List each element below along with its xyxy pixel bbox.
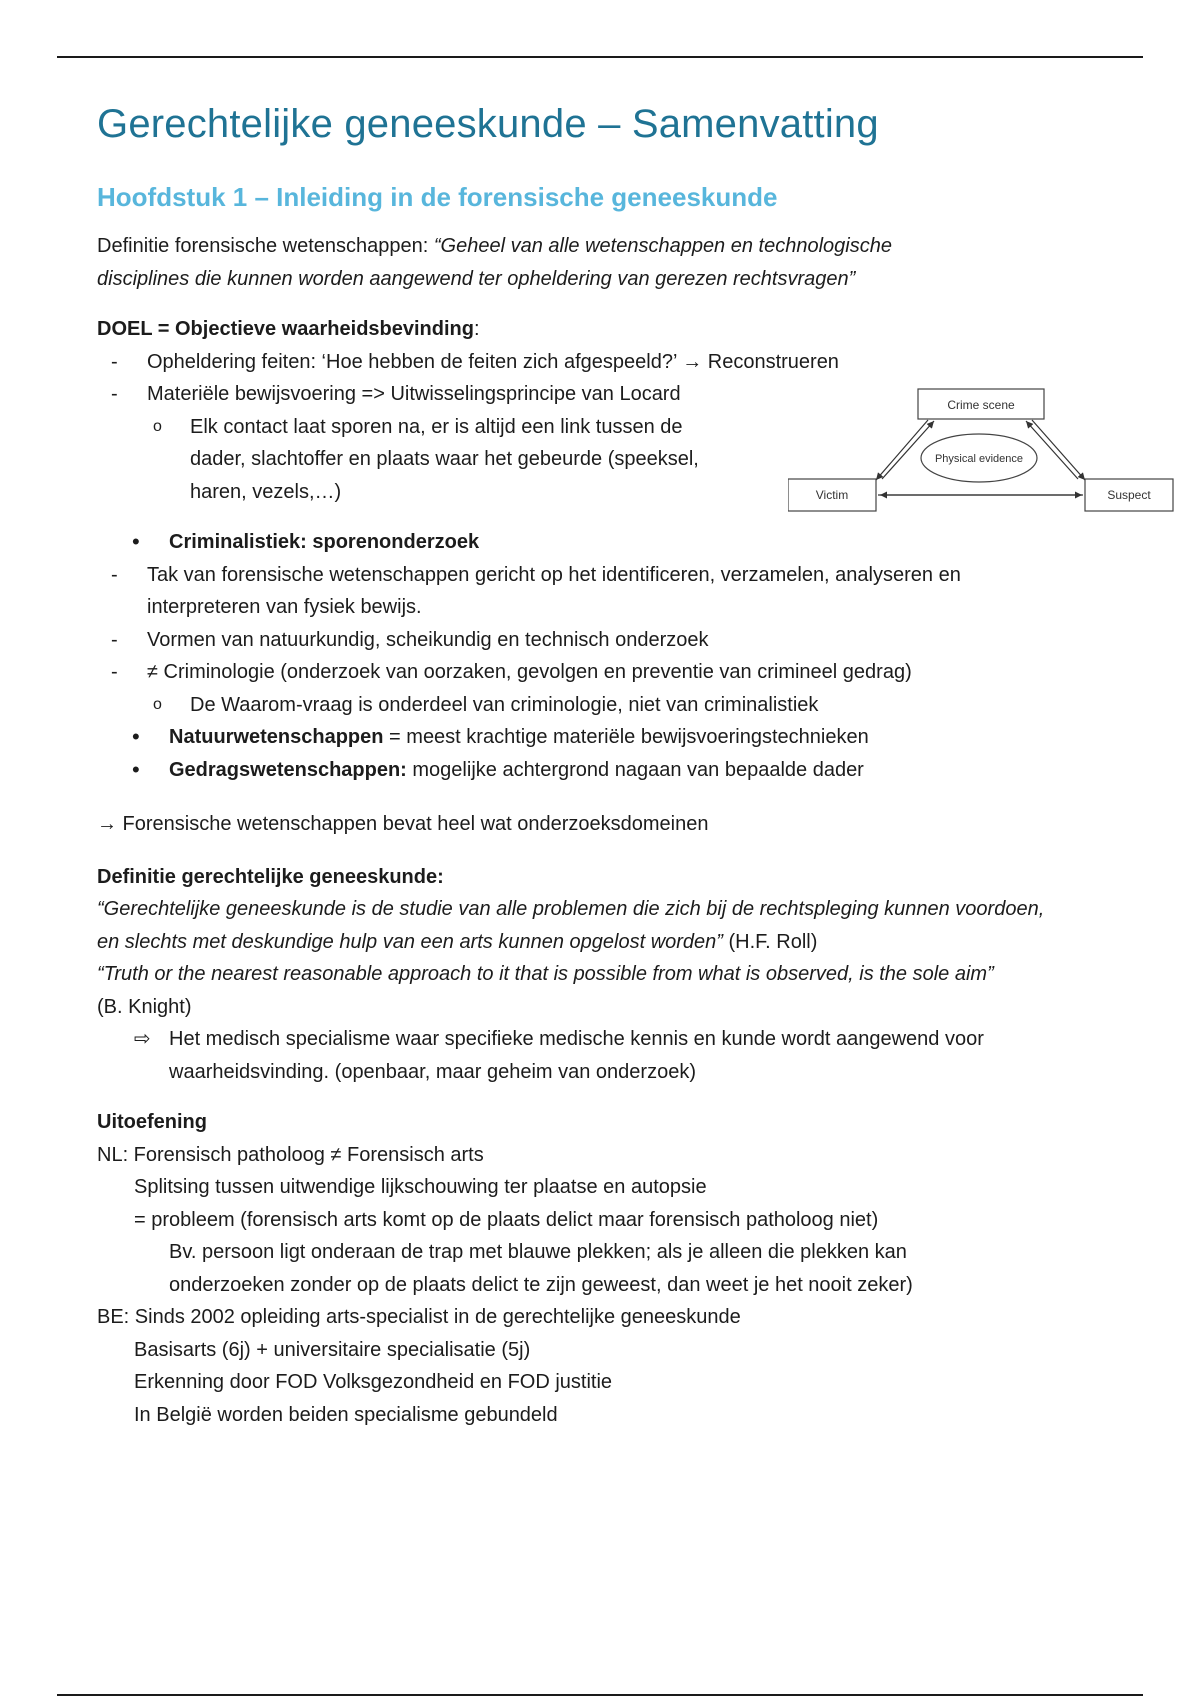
top-rule (57, 56, 1143, 58)
doel-heading: DOEL = Objectieve waarheidsbevinding: (97, 318, 480, 340)
doel-label: DOEL = Objectieve waarheidsbevinding (97, 318, 474, 340)
bullet-item: • Criminalistiek: sporenonderzoek (132, 529, 480, 554)
uitoefening-be-1: Basisarts (6j) + universitaire specialisatie (5j) (134, 1338, 531, 1361)
definition-forensic (97, 230, 957, 295)
uitoefening-be: BE: Sinds 2002 opleiding arts-specialist in de gerechtelijke geneeskunde (97, 1306, 741, 1328)
uitoefening-be-2: Erkenning door FOD Volksgezondheid en FOD justitie (134, 1371, 613, 1393)
uitoefening-nl: NL: Forensisch patholoog ≠ Forensisch arts (97, 1143, 484, 1166)
hollow-arrow-icon: ⇨ (134, 1028, 151, 1050)
list-item: - Opheldering feiten: ‘Hoe hebben de feiten zich afgespeeld?’ → Reconstrueren (111, 350, 839, 373)
uitoefening-heading: Uitoefening (97, 1111, 207, 1133)
conclusion-line: → Forensische wetenschappen bevat heel wat onderzoeksdomeinen (97, 813, 709, 835)
locard-subitem: Elk contact laat sporen na, er is altijd een link tussen de dader, slachtoffer en plaats waar het gebeurde (speeksel, haren, vezels,…) (190, 415, 699, 503)
arrow-item (97, 1023, 1069, 1088)
gedrag-rest: mogelijke achtergrond nagaan van bepaalde dader (406, 758, 864, 781)
list-item: - ≠ Criminologie (onderzoek van oorzaken, gevolgen en preventie van crimineel gedrag) (111, 661, 912, 683)
chapter-heading: Hoofdstuk 1 – Inleiding in de forensische geneeskunde (97, 182, 778, 212)
definition-lead: Definitie forensische wetenschappen: (97, 235, 434, 257)
physical-evidence-label: Physical evidence (934, 453, 1024, 465)
uitoefening-nl-1: Splitsing tussen uitwendige lijkschouwing ter plaatse en autopsie (134, 1176, 707, 1198)
doel-item-2: Materiële bewijsvoering => Uitwisselingsprincipe van Locard (147, 383, 681, 405)
list-subitem: o De Waarom-vraag is onderdeel van criminologie, niet van criminalistiek (153, 693, 819, 716)
criminalistiek-item-3: ≠ Criminologie (onderzoek van oorzaken, gevolgen en preventie van crimineel gedrag) (147, 661, 912, 683)
document-title: Gerechtelijke geneeskunde – Samenvatting (97, 102, 879, 146)
bullet-item: • Natuurwetenschappen = meest krachtige materiële bewijsvoeringstechnieken (132, 724, 869, 749)
roll-author: (H.F. Roll) (722, 930, 818, 953)
criminalistiek-heading: Criminalistiek: sporenonderzoek (169, 531, 480, 553)
list-item: - Vormen van natuurkundig, scheikundig en technisch onderzoek (111, 628, 709, 651)
uitoefening-nl-2: = probleem (forensisch arts komt op de plaats delict maar forensisch patholoog niet) (134, 1208, 879, 1231)
document-page (97, 96, 1137, 1431)
suspect-label: Suspect (1107, 488, 1151, 502)
victim-label: Victim (815, 488, 849, 502)
natuur-bold: Natuurwetenschappen (169, 726, 384, 748)
bullet-item: • Gedragswetenschappen: mogelijke achtergrond nagaan van bepaalde dader (132, 756, 864, 782)
uitoefening-be-3: In België worden beiden specialisme gebundeld (134, 1403, 558, 1426)
arrow-item-text: Het medisch specialisme waar specifieke medische kennis en kunde wordt aangewend voor waarheidsvinding. (openbaar, maar geheim van onderzoek) (169, 1028, 984, 1083)
roll-quote: “Gerechtelijke geneeskunde is de studie van alle problemen die zich bij de rechtspleging kunnen voordoen, en slechts met deskundige hulp van een arts kunnen opgelost worden” (97, 898, 1045, 953)
uitoefening-nl-3: Bv. persoon ligt onderaan de trap met blauwe plekken; als je alleen die plekken kan onderzoeken zonder op de plaats delict te zijn geweest, dan weet je het nooit zeker) (169, 1241, 913, 1296)
definition-quote: “Geheel van alle wetenschappen en technologische disciplines die kunnen worden aangewend ter opheldering van gerezen rechtsvragen” (97, 235, 892, 290)
list-item: - Tak van forensische wetenschappen gericht op het identificeren, verzamelen, analyseren en interpreteren van fysiek bewijs. (111, 563, 961, 618)
crime-scene-label: Crime scene (947, 398, 1015, 412)
arrow-scene-victim (876, 420, 928, 480)
list-subitem: o Elk contact laat sporen na, er is altijd een link tussen de dader, slachtoffer en plaats waar het gebeurde (speeksel, haren, vezels,…) (153, 415, 699, 503)
bottom-rule (57, 1694, 1143, 1696)
criminalistiek-item-2: Vormen van natuurkundig, scheikundig en technisch onderzoek (147, 628, 709, 651)
knight-quote-line (97, 958, 1137, 991)
definition-legal-quote (97, 893, 1057, 958)
knight-author: (B. Knight) (97, 995, 192, 1018)
natuur-rest: = meest krachtige materiële bewijsvoeringstechnieken (383, 726, 869, 748)
criminalistiek-item-1: Tak van forensische wetenschappen gericht op het identificeren, verzamelen, analyseren en interpreteren van fysiek bewijs. (147, 563, 961, 618)
arrow-scene-suspect (1032, 420, 1085, 480)
knight-quote: “Truth or the nearest reasonable approach to it that is possible from what is observed, is the sole aim” (97, 963, 994, 985)
list-item: - Materiële bewijsvoering => Uitwisselingsprincipe van Locard (111, 383, 681, 405)
gedrag-bold: Gedragswetenschappen: (169, 758, 407, 781)
criminalistiek-subitem: De Waarom-vraag is onderdeel van criminologie, niet van criminalistiek (190, 693, 819, 716)
locard-diagram (788, 387, 1178, 513)
definition-legal-heading: Definitie gerechtelijke geneeskunde: (97, 865, 444, 888)
doel-item-1: Opheldering feiten: ‘Hoe hebben de feiten zich afgespeeld?’ → Reconstrueren (147, 350, 839, 373)
